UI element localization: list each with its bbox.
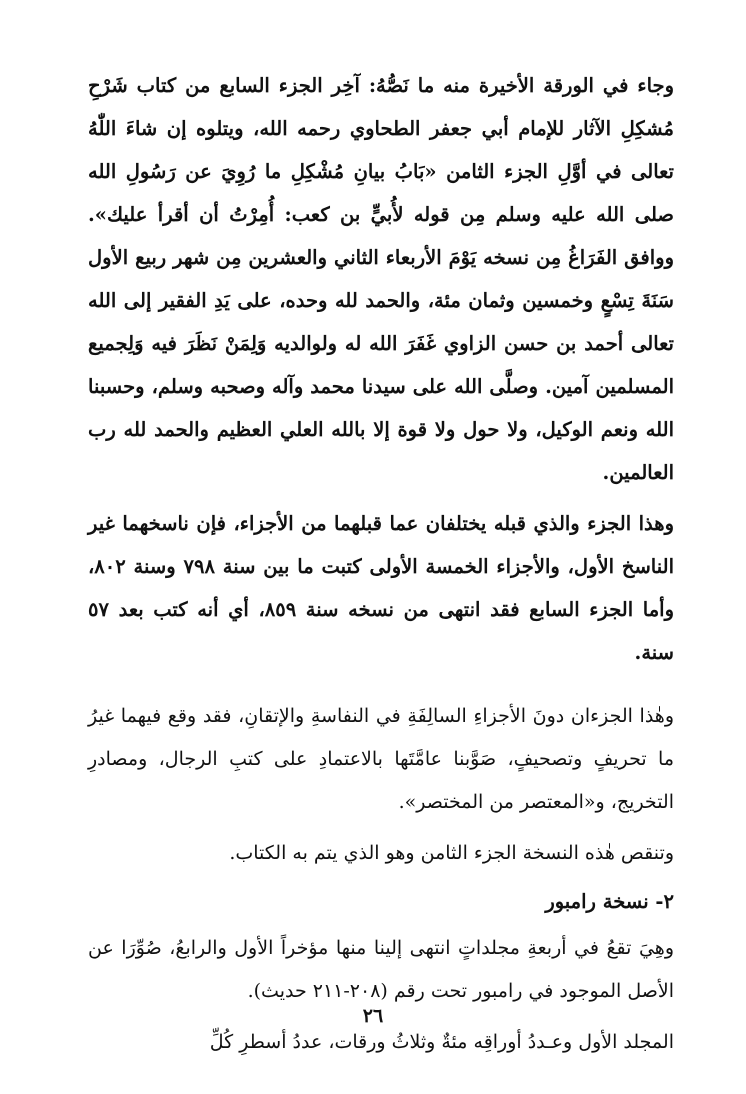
paragraph-quality-note: وهٰذا الجزءان دونَ الأجزاءِ السالِفَةِ في النفاسةِ والإتقانِ، فقد وقع فيهما غيرُ ما تحريفٍ وتصحيفٍ، صَوَّبنا عامَّتَها بالاعتمادِ على كتبِ الرجال، ومصادرِ التخريج، و«المعتصر من المختصر».	[88, 705, 674, 813]
paragraph-copyist-dates: وهذا الجزء والذي قبله يختلفان عما قبلهما من الأجزاء، فإن ناسخهما غير الناسخ الأول، والأجزاء الخمسة الأولى كتبت ما بين سنة ٧٩٨ وسنة ٨٠٢، وأما الجزء السابع فقد انتهى من نسخه سنة ٨٥٩، أي أنه كتب بعد ٥٧ سنة.	[88, 512, 674, 664]
section-heading-rampur: ٢- نسخة رامبور	[545, 890, 674, 913]
paragraph-first-volume: المجلد الأول وعـددُ أوراقِه مئةٌ وثلاثُ ورقات، عددُ أسطرِ كُلِّ	[209, 1031, 674, 1053]
page-number: ٢٦	[362, 1005, 384, 1027]
paragraph-rampur-volumes: وهِيَ تقعُ في أربعةِ مجلداتٍ انتهى إلينا منها مؤخراً الأول والرابعُ، صُوِّرَا عن الأصل الموجود في رامبور تحت رقم (٢٠٨-٢١١ حديث).	[88, 937, 674, 1002]
paragraph-colophon: وجاء في الورقة الأخيرة منه ما نَصُّهُ: آخِر الجزء السابع من كتاب شَرْحِ مُشكِلِ الآثار للإمام أبي جعفر الطحاوي رحمه الله، ويتلوه إن شاءَ اللّٰهُ تعالى في أوَّلِ الجزء الثامن «بَابُ بيانِ مُشْكِلِ ما رُوِيَ عن رَسُولِ الله صلى الله عليه وسلم مِن قوله لأُبيٍّ بن كعب: أُمِرْتُ أن أقرأ عليك». ووافق الفَرَاغُ مِن نسخه يَوْمَ الأربعاء الثاني والعشرين مِن شهر ربيع الأول سَنَةَ تِسْعٍ وخمسين وثمان مئة، والحمد لله وحده، على يَدِ الفقير إلى الله تعالى أحمد بن حسن الزاوي غَفَرَ الله له ولوالديه وَلِمَنْ نَظَرَ فيه وَلِجميع المسلمين آمين. وصلَّى الله على سيدنا محمد وآله وصحبه وسلم، وحسبنا الله ونعم الوكيل، ولا حول ولا قوة إلا بالله العلي العظيم والحمد لله رب العالمين.	[88, 74, 674, 484]
page-body	[88, 64, 674, 1064]
paragraph-missing-part: وتنقص هٰذه النسخة الجزء الثامن وهو الذي يتم به الكتاب.	[229, 842, 674, 864]
